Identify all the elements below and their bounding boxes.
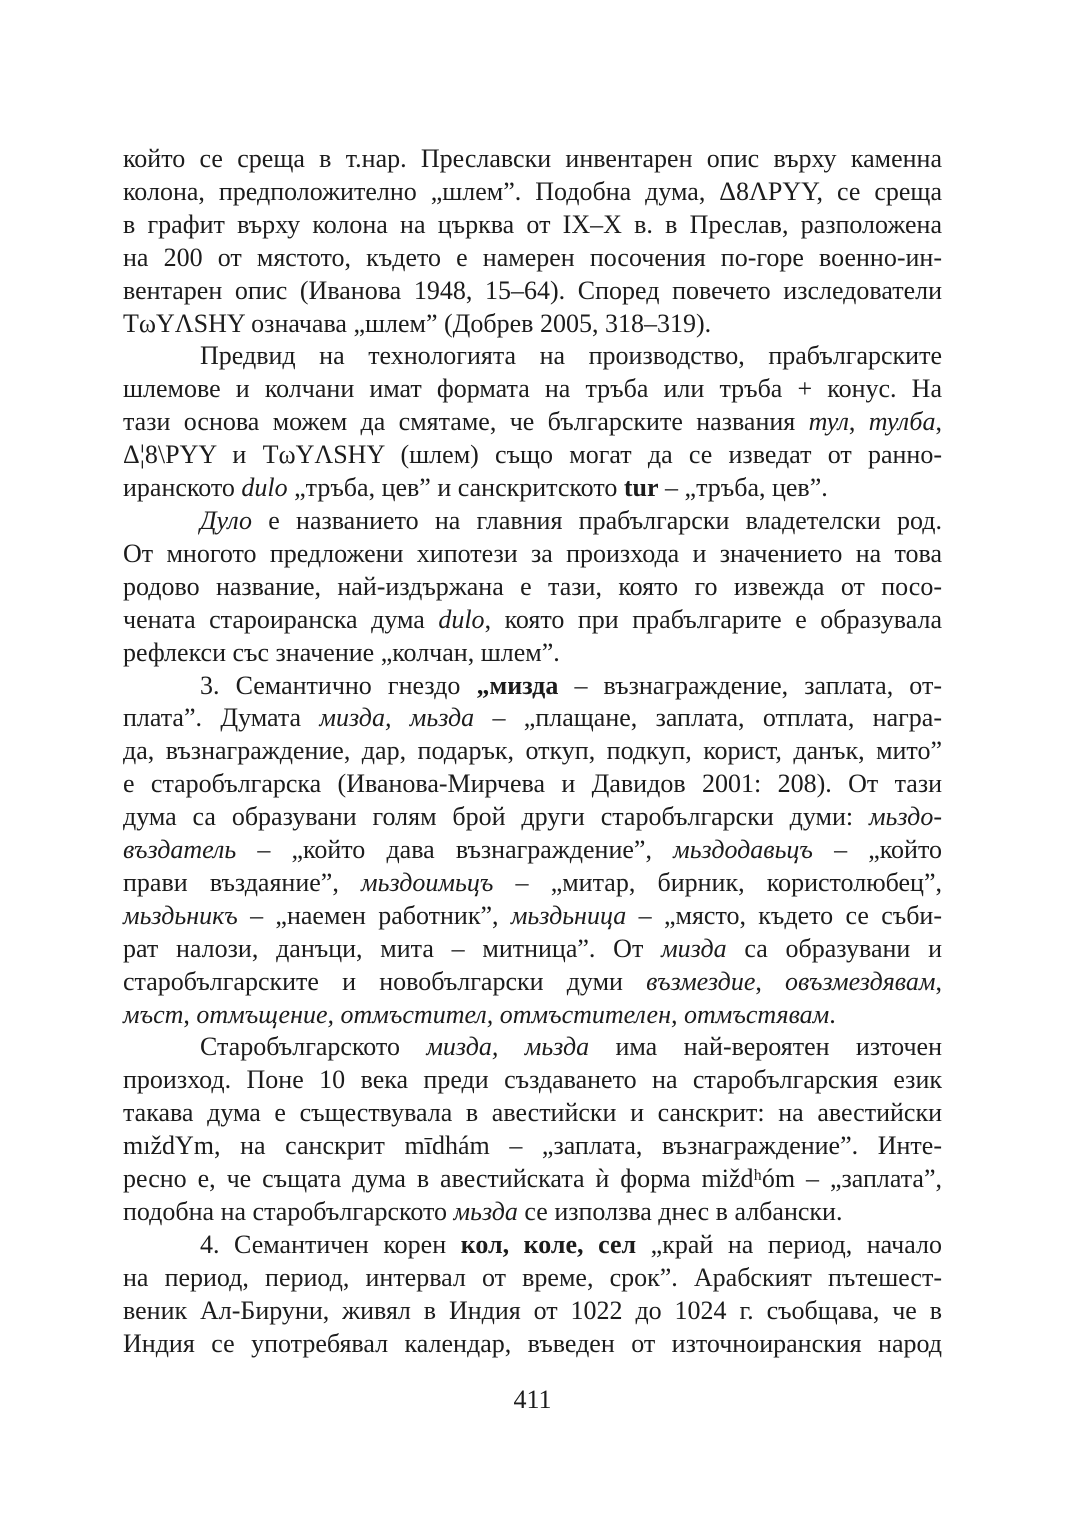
text-run: mıždYm, на санскрит mīdhám – „заплата, възнаграждение”. Инте- (123, 1131, 942, 1161)
text-line (123, 1064, 942, 1097)
italic-text: Дуло (200, 505, 253, 535)
text-line (123, 933, 942, 966)
paragraph (123, 1031, 942, 1228)
italic-text: мизда, мьзда (426, 1032, 590, 1062)
text-run: е названието на главния прабългарски владетелски род. (252, 505, 942, 535)
text-line (123, 735, 942, 768)
text-run: , (755, 966, 786, 996)
body-text (123, 143, 942, 1361)
italic-text: мизда (661, 933, 727, 963)
text-line (123, 702, 942, 735)
text-line (123, 538, 942, 571)
paragraph (123, 1229, 942, 1361)
text-run: чената староиранска дума (123, 604, 439, 634)
paragraph (123, 505, 942, 670)
text-line (123, 1295, 942, 1328)
text-run: ресно е, че същата дума в авестийската ѝ форма miždʰóm – „заплата”, (123, 1164, 942, 1194)
text-run: който се среща в т.нар. Преславски инвентарен опис върху каменна (123, 144, 942, 173)
text-line (123, 143, 942, 176)
text-line (123, 308, 942, 341)
text-run: има най-вероятен източен (589, 1032, 942, 1062)
text-line (123, 1130, 942, 1163)
text-run: – „плащане, заплата, отплата, награ- (474, 703, 942, 733)
italic-text: въздатель (123, 835, 237, 865)
italic-text: мьздодавьцъ (673, 835, 813, 865)
text-run: Индия се употребявал календар, въведен от източноиранския народ (123, 1328, 942, 1358)
text-run: – „място, където се съби- (626, 900, 943, 930)
text-line (123, 834, 942, 867)
text-run: – „който (812, 835, 942, 865)
text-line (123, 571, 942, 604)
text-run: рефлекси със значение „колчан, шлем”. (123, 637, 560, 667)
text-run: , (935, 966, 943, 996)
italic-text: възмездие (646, 966, 756, 996)
italic-text: овъзмездявам (785, 966, 936, 996)
italic-text: мьздьникъ (123, 900, 238, 930)
text-run: Δ¦8\PYY и TωYΛSHY (шлем) също могат да се изведат от ранно- (123, 440, 942, 470)
text-run: такава дума е съществувала в авестийски и санскрит: на авестийски (123, 1098, 942, 1128)
text-run: произход. Поне 10 века преди създаването на старобългарския език (123, 1065, 942, 1095)
text-line (123, 242, 942, 275)
text-run: се използва днес в албански. (517, 1197, 843, 1226)
italic-text: отмъщение, отмъстител, отмъстителен, отмъстявам (196, 999, 830, 1029)
text-run: родово название, най-издържана е тази, която го извежда от посо- (123, 571, 942, 601)
text-run: – „митар, бирник, користолюбец”, (493, 867, 942, 897)
text-line (123, 275, 942, 308)
page-number: 411 (513, 1385, 552, 1414)
text-run: е старобългарска (Иванова-Мирчева и Давидов 2001: 208). От тази (123, 769, 942, 799)
text-run: 3. Семантично гнездо (200, 670, 477, 700)
italic-text: мьздьница (510, 900, 627, 930)
text-line (123, 1097, 942, 1130)
bold-text: „мизда (476, 670, 559, 700)
italic-text: тул (808, 407, 849, 437)
text-line (123, 1163, 942, 1196)
text-line (123, 637, 942, 670)
text-line (123, 768, 942, 801)
text-line (123, 801, 942, 834)
text-run: тази основа можем да смятаме, че българските названия (123, 407, 809, 437)
text-run: , която при прабългарите е образувала (484, 604, 942, 634)
text-run: в графит върху колона на църква от IX–X в. в Преслав, разположена (123, 209, 942, 239)
text-run: . (829, 999, 836, 1029)
text-run: – възнаграждение, заплата, от- (558, 670, 942, 700)
text-run: колона, предположително „шлем”. Подобна дума, Δ8ΛPYY, се среща (123, 176, 942, 206)
text-line (123, 340, 942, 373)
text-run: веник Ал-Бируни, живял в Индия от 1022 до 1024 г. съобщава, че в (123, 1295, 942, 1325)
text-line (123, 604, 942, 637)
text-line (123, 209, 942, 242)
text-line (123, 867, 942, 900)
text-line (123, 670, 942, 703)
text-line (123, 999, 942, 1032)
text-run: на период, период, интервал от време, срок”. Арабският пътешест- (123, 1262, 942, 1292)
italic-text: dulo (241, 473, 288, 503)
bold-text: кол, коле, сел (460, 1229, 637, 1259)
text-run: – „тръба, цев”. (658, 473, 828, 503)
text-run: старобългарските и новобългарски думи (123, 966, 647, 996)
italic-text: мизда, мьзда (319, 703, 475, 733)
text-run: „тръба, цев” и санскритското (287, 473, 624, 503)
paragraph (123, 143, 942, 340)
text-line (123, 1262, 942, 1295)
text-run: на 200 от мястото, където е намерен посочения по-горе военно-ин- (123, 242, 942, 272)
text-run: – „който дава възнаграждение”, (236, 835, 674, 865)
bold-text: tur (623, 473, 659, 503)
text-run: Старобългарското (200, 1032, 427, 1062)
text-line (123, 1031, 942, 1064)
text-run: , (935, 407, 942, 437)
text-run: рат налози, данъци, мита – митница”. От (123, 933, 662, 963)
text-run: TωYΛSHY означава „шлем” (Добрев 2005, 318–319). (123, 308, 712, 338)
text-run: 4. Семантичен корен (200, 1229, 461, 1259)
text-run: „край на период, начало (636, 1229, 942, 1259)
text-run: вентарен опис (Иванова 1948, 15–64). Според повечето изследователи (123, 275, 942, 305)
italic-text: мьздо- (868, 802, 942, 832)
text-line (123, 1196, 942, 1229)
paragraph (123, 670, 942, 1032)
text-run: , (183, 999, 197, 1029)
text-line (123, 406, 942, 439)
text-line (123, 176, 942, 209)
text-run: прави въздаяние”, (123, 867, 362, 897)
text-line (123, 900, 942, 933)
text-run: иранското (123, 473, 242, 503)
text-line (123, 1229, 942, 1262)
text-line (123, 373, 942, 406)
text-line (123, 505, 942, 538)
italic-text: мьздоимьцъ (361, 867, 494, 897)
text-line (123, 472, 942, 505)
italic-text: мьзда (453, 1197, 518, 1226)
text-run: да, възнаграждение, дар, подарък, откуп, подкуп, корист, данък, мито” (123, 736, 942, 766)
text-run: са образувани и (726, 933, 942, 963)
text-run: – „наемен работник”, (237, 900, 511, 930)
text-run: От многото предложени хипотези за произхода и значението на това (123, 538, 942, 568)
text-line (123, 966, 942, 999)
text-line (123, 1328, 942, 1361)
paragraph (123, 340, 942, 505)
text-run: дума са образувани голям брой други старобългарски думи: (123, 802, 869, 832)
italic-text: мъст (123, 999, 184, 1029)
text-run: шлемове и колчани имат формата на тръба или тръба + конус. На (123, 374, 942, 404)
text-run: подобна на старобългарското (123, 1197, 454, 1226)
italic-text: dulo (438, 604, 485, 634)
text-run: , (848, 407, 869, 437)
italic-text: тулба (868, 407, 936, 437)
text-line (123, 439, 942, 472)
text-run: Предвид на технологията на производство, прабългарските (200, 341, 942, 371)
text-run: плата”. Думата (123, 703, 320, 733)
